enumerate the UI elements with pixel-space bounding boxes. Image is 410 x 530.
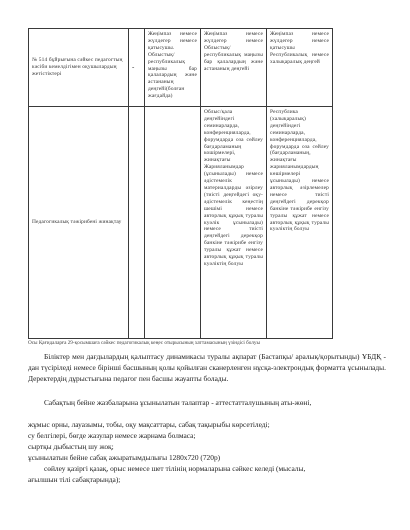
table-footnote: Осы Қағидаларға 29-қосымшаға сәйкес педагогикалық кеңес отырысының хаттамасының үзіндісі болуы (28, 340, 260, 346)
empty-cell (145, 107, 201, 339)
table-row (29, 29, 333, 107)
level-regional-optional-cell: Жеңімпаз немесе жүлдегер немесе қатысушы. Облыстық/ республикалық маңызы бар қалалардың және астананың деңгейі(болған жағдайда) (145, 29, 201, 107)
table-row (29, 107, 333, 339)
empty-cell (129, 107, 145, 339)
criterion-label-cell: № 514 бұйрығына сәйкес педагогтың кәсіби кемелдігімен оқушылардың жетістіктері (29, 29, 129, 107)
paragraph-video-requirements: Сабақтың бейне жазбаларына ұсынылатын талаптар - аттестатталушының аты-жөні, (44, 398, 312, 407)
list-item-continuation: ағылшын тілі сабақтарында); (28, 475, 121, 484)
paragraph-dynamics-info: Біліктер мен дағдылардың қалыптасу динамикасы туралы ақпарат (Бастапқы/ аралық/қорытынды) ҰБДҚ - дан түсіріледі немесе бірінші басшының қолы қойылған сканерленген нұсқа-электрондық форматта ұсынылады. Деректердің дұрыстығына педагог пен басшы жауапты болады. (28, 352, 386, 383)
criteria-table (28, 28, 333, 339)
regional-experience-cell: Облыс/қала деңгейіндегі семинарларда, конференцияларда, форумдарда оза сөйлеу бағдарламаның кошірмелері, жинақтағы Жарияланымдар (ұсынылады) немесе әдістемелік материалдарды әзірлеу (тиісті деңгейдегі оқу-әдістемелік кеңестің шешімі немесе авторлық құқық туралы куәлік ұсынылады) немесе тиісті деңгейдегі дерекқор банкіне тәжірибе енгізу туралы құжат немесе авторлық құқық туралы куәліктің болуы (201, 107, 267, 339)
level-republic-cell: Жеңімпаз немесе жүлдегер немесе қатысушы Республикалық немесе халықаралық деңгей (267, 29, 333, 107)
dash-cell: - (129, 29, 145, 107)
list-item: сыртқы дыбыстың шу жоқ; (28, 442, 114, 451)
level-regional-cell: Жеңімпаз немесе жүлдегер немесе Облыстық/ республикалық маңызы бар қалалардың және астананың деңгейі (201, 29, 267, 107)
criterion-label-cell: Педагогикалық тәжірибені жинақтау (29, 107, 129, 339)
paragraph-video-details: жұмыс орны, лауазымы, тобы, оқу мақсаттары, сабақ тақырыбы көрсетіледі; (28, 420, 270, 429)
list-item: су белгілері, бөгде жазулар немесе жарнама болмаса; (28, 431, 196, 440)
list-item: сөйлеу қазіргі қазақ, орыс немесе шет тілінің нормаларына сәйкес келеді (мысалы, (44, 464, 306, 473)
list-item: ұсынылатын бейне сабақ ажыратымдылығы 1280х720 (720р) (28, 453, 221, 462)
republic-experience-cell: Республика (халықаралық) деңгейіндегі семинарларда, конференцияларда, форумдарда оза сөйлеу (бағдарламаның, жинақтағы жарияланымдардың көшірмелері ұсынылады) немесе авторлық әзірлемелер немесе тиісті деңгейдегі дерекқор банкіне тәжірибе енгізу туралы құжат немесе авторлық құқық туралы куәліктің болуы (267, 107, 333, 339)
